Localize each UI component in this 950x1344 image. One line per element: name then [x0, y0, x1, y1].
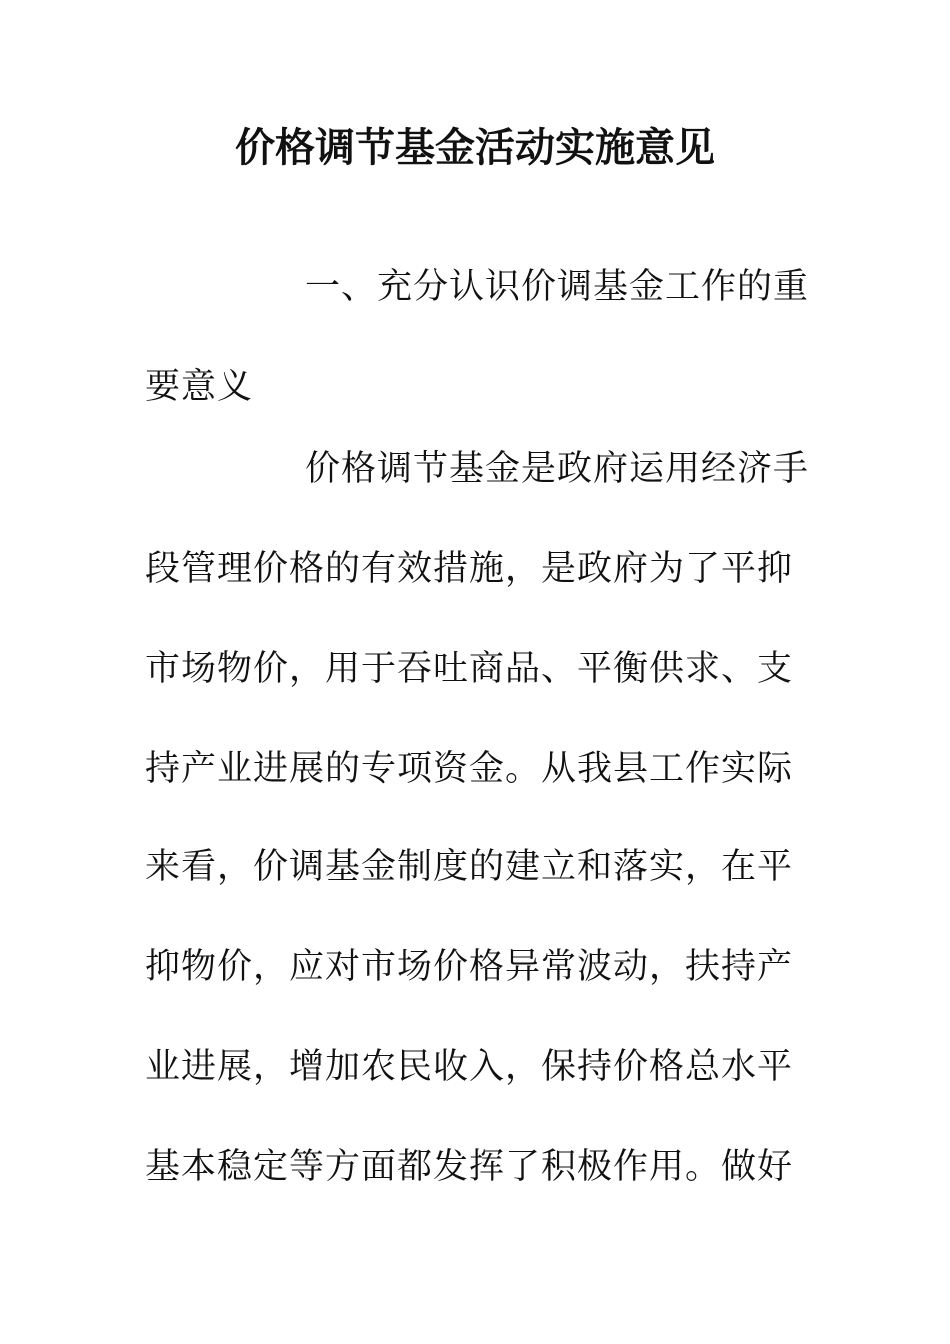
body-text-line: 持产业进展的专项资金。从我县工作实际	[145, 749, 794, 789]
body-text-line: 价格调节基金是政府运用经济手	[305, 449, 810, 489]
body-text-line: 业进展，增加农民收入，保持价格总水平	[145, 1047, 794, 1087]
body-text-line: 市场物价，用于吞吐商品、平衡供求、支	[145, 649, 794, 689]
document-title: 价格调节基金活动实施意见	[235, 124, 715, 171]
section-heading-line-2: 要意义	[145, 367, 254, 407]
body-text-line: 段管理价格的有效措施，是政府为了平抑	[145, 549, 794, 589]
body-text-line: 来看，价调基金制度的建立和落实，在平	[145, 847, 794, 887]
body-text-line: 基本稳定等方面都发挥了积极作用。做好	[145, 1147, 794, 1187]
section-heading-line-1: 一、充分认识价调基金工作的重	[305, 267, 810, 307]
body-text-line: 抑物价，应对市场价格异常波动，扶持产	[145, 947, 794, 987]
